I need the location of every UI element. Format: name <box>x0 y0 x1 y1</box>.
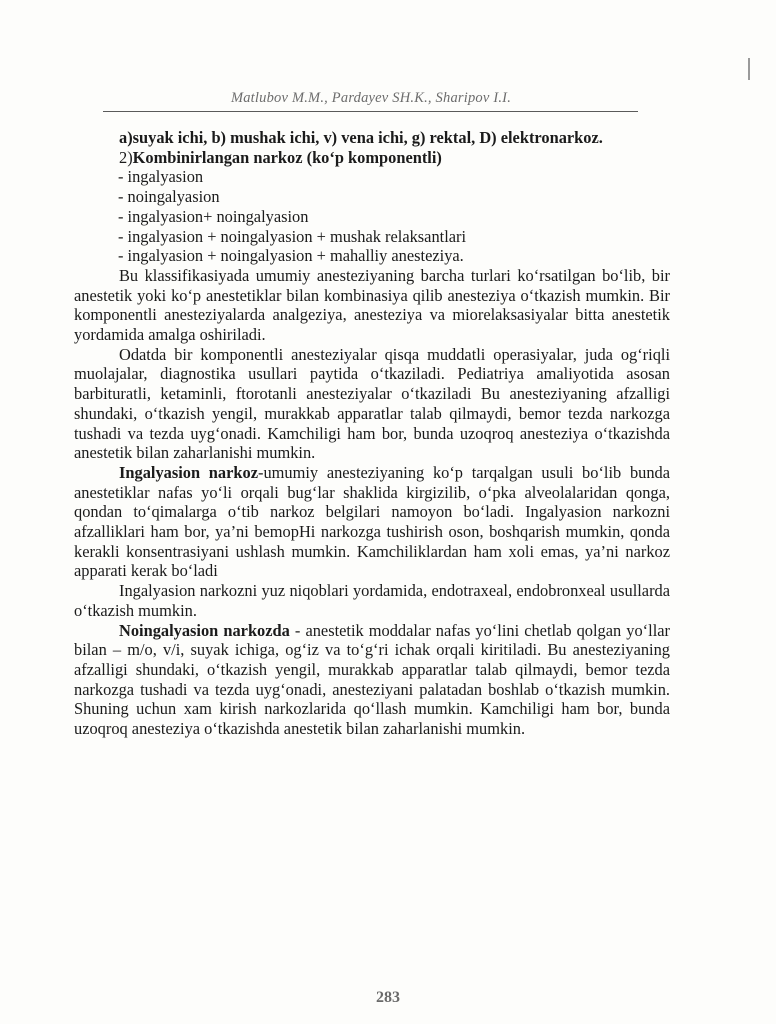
section-heading: Kombinirlangan narkoz (ko‘p komponentli) <box>132 147 442 167</box>
list-item: - ingalyasion+ noingalyasion <box>118 206 309 226</box>
paragraph-combined-heading <box>74 148 670 168</box>
section-number: 2) <box>119 147 133 167</box>
paragraph-single-component: Odatda bir komponentli anesteziyalar qisqa muddatli operasiyalar, juda og‘riqli muolajalar, diagnostika usullari paytida o‘tkaziladi. Pediatriya amaliyotida asosan barbituratli, ketaminli, ftorotanli anesteziyalar o‘tkaziladi Bu anesteziyaning afzalligi shundaki, o‘tkazish yengil, murakkab apparatlar talab qilmaydi, bemor tezda narkozga tushadi va tezda uyg‘onadi. Kamchiligi ham bor, bunda uzoqroq anesteziya o‘tkazishda anestetik bilan zaharlanishi mumkin. <box>74 344 670 463</box>
header-rule <box>103 111 638 112</box>
paragraph-non-inhalation <box>74 621 670 739</box>
list-item: - ingalyasion + noingalyasion + mahalliy anesteziya. <box>118 246 464 266</box>
inhalation-text: -umumiy anesteziyaning ko‘p tarqalgan usuli bo‘lib bunda anestetiklar nafas yo‘li orqali bug‘lar shaklida kirgizilib, o‘pka alveolalaridan qonga, qondan to‘qimalarga o‘tib narkoz belgilari namoyon bo‘ladi. Ingalyasion narkozni afzalliklari ham bor, ya’ni bemopHi narkozga tushirish oson, boshqarish mumkin, qonda kerakli konsentrasiyani ushlash mumkin. Kamchiliklardan ham xoli emas, ya’ni narkoz apparati kerak bo‘ladi <box>74 462 670 581</box>
running-header: Matlubov M.M., Pardayev SH.K., Sharipov I.I. <box>230 90 512 106</box>
paragraph-methods <box>74 128 670 148</box>
non-inhalation-text: - anestetik moddalar nafas yo‘lini chetlab qolgan yo‘llar bilan – m/o, v/i, suyak ichiga, og‘iz va to‘g‘ri ichak orqali kiritiladi. Bu anesteziyaning afzalligi shundaki, o‘tkazish yengil, murakkab apparatlar talab qilmaydi, bemor tezda narkozga tushadi va tezda uyg‘onadi, anesteziyani palatadan boshlab o‘tkazish mumkin. Shuning uchun xam kirish narkozlarida qo‘llash mumkin. Kamchiligi ham bor, bunda uzoqroq anesteziya o‘tkazishda anestetik bilan zaharlanishi mumkin. <box>74 620 670 739</box>
list-item: - ingalyasion + noingalyasion + mushak relaksantlari <box>118 226 467 246</box>
scan-edge-mark <box>748 58 750 80</box>
body-text <box>74 128 670 739</box>
list-item: - ingalyasion <box>118 167 204 187</box>
term-inhalation: Ingalyasion narkoz <box>119 462 258 482</box>
paragraph-inhalation <box>74 463 670 581</box>
page-number: 283 <box>376 989 400 1006</box>
paragraph-classification: Bu klassifikasiyada umumiy anesteziyaning barcha turlari ko‘rsatilgan bo‘lib, bir anestetik yoki ko‘p anestetiklar bilan kombinasiya qilib anesteziya o‘tkazish mumkin. Bir komponentli anesteziyalarda analgeziya, anesteziya va miorelaksasiyalar bitta anestetik yordamida amalga oshiriladi. <box>74 265 670 345</box>
term-non-inhalation: Noingalyasion narkozda <box>119 620 290 640</box>
paragraph-inhalation-methods: Ingalyasion narkozni yuz niqoblari yordamida, endotraxeal, endobronxeal usullarda o‘tkazish mumkin. <box>74 581 670 620</box>
list-item: - noingalyasion <box>118 187 220 207</box>
methods-text: a)suyak ichi, b) mushak ichi, v) vena ichi, g) rektal, D) elektronarkoz. <box>119 128 603 147</box>
